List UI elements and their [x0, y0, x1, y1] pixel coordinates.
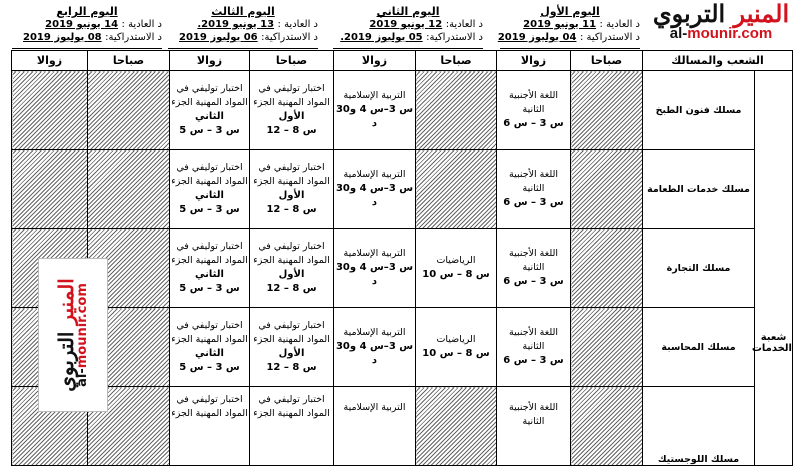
- exam-slot: اختبار توليفي في المواد المهنية الجزء الثاني س 3 – س 5: [170, 229, 250, 308]
- empty-slot: [416, 150, 497, 229]
- d2-morning-header: صباحا: [416, 51, 497, 71]
- catchup-session-line: د الاستدراكية: 06 يوليوز 2019: [179, 32, 318, 43]
- catchup-session-line: د الاستدراكية : 04 يوليوز 2019: [497, 32, 640, 43]
- catchup-session-line: د الاستدراكية: 05 يوليوز 2019.: [340, 32, 483, 43]
- exam-slot: الرياضيات س 8 – س 10: [416, 229, 497, 308]
- exam-slot: اختبار توليفي في المواد المهنية الجزء: [170, 387, 250, 466]
- empty-slot: [571, 387, 643, 466]
- exam-slot: التربية الإسلامية س 3–س 4 و30 د: [334, 308, 416, 387]
- d1-morning-header: صباحا: [571, 51, 643, 71]
- exam-slot: اختبار توليفي في المواد المهنية الجزء الأول س 8 – 12: [250, 308, 334, 387]
- exam-slot: اختبار توليفي في المواد المهنية الجزء: [250, 387, 334, 466]
- d3-afternoon-header: زوالا: [170, 51, 250, 71]
- d1-afternoon-header: زوالا: [497, 51, 571, 71]
- table-row: [12, 71, 793, 150]
- watermark-logo[interactable]: [38, 258, 108, 412]
- ordinary-session-line: د العادية : 14 يونيو 2019: [45, 19, 162, 30]
- track-name: مسلك فنون الطبخ: [643, 71, 755, 150]
- empty-slot: [12, 150, 88, 229]
- ordinary-session-line: د العادية : 13 يونيو 2019.: [197, 19, 318, 30]
- day-title: اليوم الأول: [540, 5, 600, 18]
- exam-slot: اختبار توليفي في المواد المهنية الجزء الأول س 8 – 12: [250, 229, 334, 308]
- table-row: [12, 150, 793, 229]
- exam-slot: اللغة الأجنبية الثانية س 3 – س 6: [497, 229, 571, 308]
- empty-slot: [88, 150, 170, 229]
- day-header-1: [497, 5, 640, 49]
- day-title: اليوم الثالث: [211, 5, 275, 18]
- d4-morning-header: صباحا: [88, 51, 170, 71]
- empty-slot: [12, 71, 88, 150]
- exam-slot: اللغة الأجنبية الثانية س 3 – س 6: [497, 71, 571, 150]
- branches-header: الشعب والمسالك: [643, 51, 793, 71]
- exam-slot: التربية الإسلامية س 3–س 4 و30 د: [334, 71, 416, 150]
- exam-slot: اختبار توليفي في المواد المهنية الجزء الأول س 8 – 12: [250, 71, 334, 150]
- table-row: [12, 387, 793, 466]
- exam-slot: اللغة الأجنبية الثانية: [497, 387, 571, 466]
- empty-slot: [416, 387, 497, 466]
- exam-slot: اختبار توليفي في المواد المهنية الجزء الثاني س 3 – س 5: [170, 71, 250, 150]
- empty-slot: [571, 308, 643, 387]
- day-header-3: [168, 6, 318, 49]
- exam-slot: التربية الإسلامية س 3–س 4 و30 د: [334, 229, 416, 308]
- day-title: اليوم الرابع: [56, 5, 118, 18]
- d4-afternoon-header: زوالا: [12, 51, 88, 71]
- ordinary-session-line: د العادية : 11 يونيو 2019: [523, 19, 640, 30]
- empty-slot: [571, 229, 643, 308]
- exam-slot: الرياضيات س 8 – س 10: [416, 308, 497, 387]
- empty-slot: [88, 71, 170, 150]
- logo-latin: al-mounir.com: [669, 25, 773, 42]
- exam-slot: اللغة الأجنبية الثانية س 3 – س 6: [497, 150, 571, 229]
- header-row: [12, 51, 793, 71]
- day-title: اليوم الثاني: [376, 5, 440, 18]
- exam-slot: التربية الإسلامية س 3–س 4 و30 د: [334, 150, 416, 229]
- d3-morning-header: صباحا: [250, 51, 334, 71]
- track-name: مسلك التجارة: [643, 229, 755, 308]
- table-row: [12, 308, 793, 387]
- empty-slot: [571, 150, 643, 229]
- logo-latin: al-mounir.com: [75, 283, 91, 387]
- empty-slot: [571, 71, 643, 150]
- d2-afternoon-header: زوالا: [334, 51, 416, 71]
- empty-slot: [416, 71, 497, 150]
- day-header-2: [333, 6, 483, 49]
- track-name: مسلك المحاسبة: [643, 308, 755, 387]
- exam-slot: اختبار توليفي في المواد المهنية الجزء الثاني س 3 – س 5: [170, 150, 250, 229]
- catchup-session-line: د الاستدراكية: 08 يوليوز 2019: [23, 32, 162, 43]
- track-name: مسلك اللوجستيك: [643, 387, 755, 466]
- exam-slot: التربية الإسلامية: [334, 387, 416, 466]
- exam-slot: اختبار توليفي في المواد المهنية الجزء الأول س 8 – 12: [250, 150, 334, 229]
- table-row: [12, 229, 793, 308]
- logo-arabic: المنير التربوي: [652, 0, 790, 28]
- schedule-table: [11, 50, 793, 466]
- ordinary-session-line: د العادية: 12 يونيو 2019: [369, 19, 483, 30]
- exam-slot: اللغة الأجنبية الثانية س 3 – س 6: [497, 308, 571, 387]
- sector-cell: شعبة الخدمات: [755, 71, 793, 466]
- day-header-4: [12, 6, 162, 49]
- exam-slot: اختبار توليفي في المواد المهنية الجزء الثاني س 3 – س 5: [170, 308, 250, 387]
- logo-arabic: المنير التربوي: [54, 278, 79, 392]
- site-logo[interactable]: [646, 2, 796, 44]
- track-name: مسلك خدمات الطعامة: [643, 150, 755, 229]
